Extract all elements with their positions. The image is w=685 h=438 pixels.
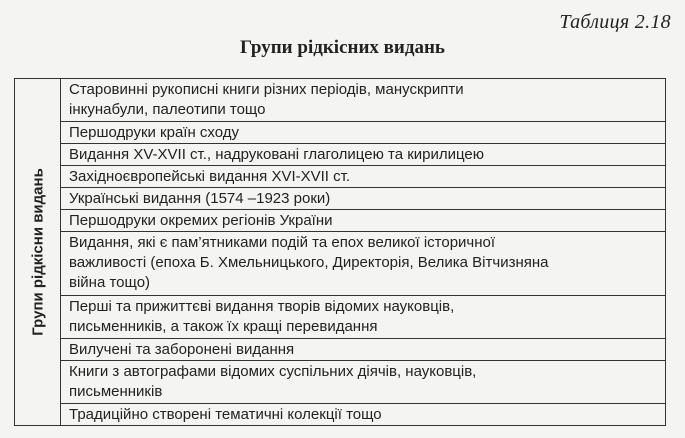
table-row: [15, 144, 666, 166]
table-number: Таблиця 2.18: [559, 11, 671, 33]
table-row: [15, 361, 666, 404]
group-item: Традиційно створені тематичні колекції тощо: [61, 404, 666, 426]
group-item: Першодруки країн сходу: [61, 122, 666, 144]
table-row: [15, 339, 666, 361]
group-item: Книги з автографами відомих суспільних діячів, науковців, письменників: [61, 361, 666, 404]
group-item: Вилучені та заборонені видання: [61, 339, 666, 361]
table-row: [15, 188, 666, 210]
table-row: [15, 166, 666, 188]
rare-editions-table: [14, 78, 666, 426]
table-row: [15, 122, 666, 144]
row-header-cell: [15, 79, 61, 426]
group-item: Західноєвропейські видання XVI-XVII ст.: [61, 166, 666, 188]
group-item: Старовинні рукописні книги різних періодів, манускрипти інкунабули, палеотипи тощо: [61, 79, 666, 122]
group-item: Українські видання (1574 –1923 роки): [61, 188, 666, 210]
table-row: [15, 404, 666, 426]
group-item: Видання, які є пам’ятниками подій та епох великої історичної важливості (епоха Б. Хмельницького, Директорія, Велика Вітчизняна війна тощо): [61, 232, 666, 296]
row-header-label: Групи рідкісни видань: [29, 168, 46, 336]
table-row: [15, 232, 666, 296]
table-title: Групи рідкісних видань: [240, 37, 445, 58]
group-item: Першодруки окремих регіонів України: [61, 210, 666, 232]
group-item: Перші та прижиттєві видання творів відомих науковців, письменників, а також їх кращі перевидання: [61, 296, 666, 339]
group-item: Видання XV-XVII ст., надруковані глаголицею та кирилицею: [61, 144, 666, 166]
table-row: [15, 210, 666, 232]
table-row: [15, 79, 666, 122]
table-row: [15, 296, 666, 339]
